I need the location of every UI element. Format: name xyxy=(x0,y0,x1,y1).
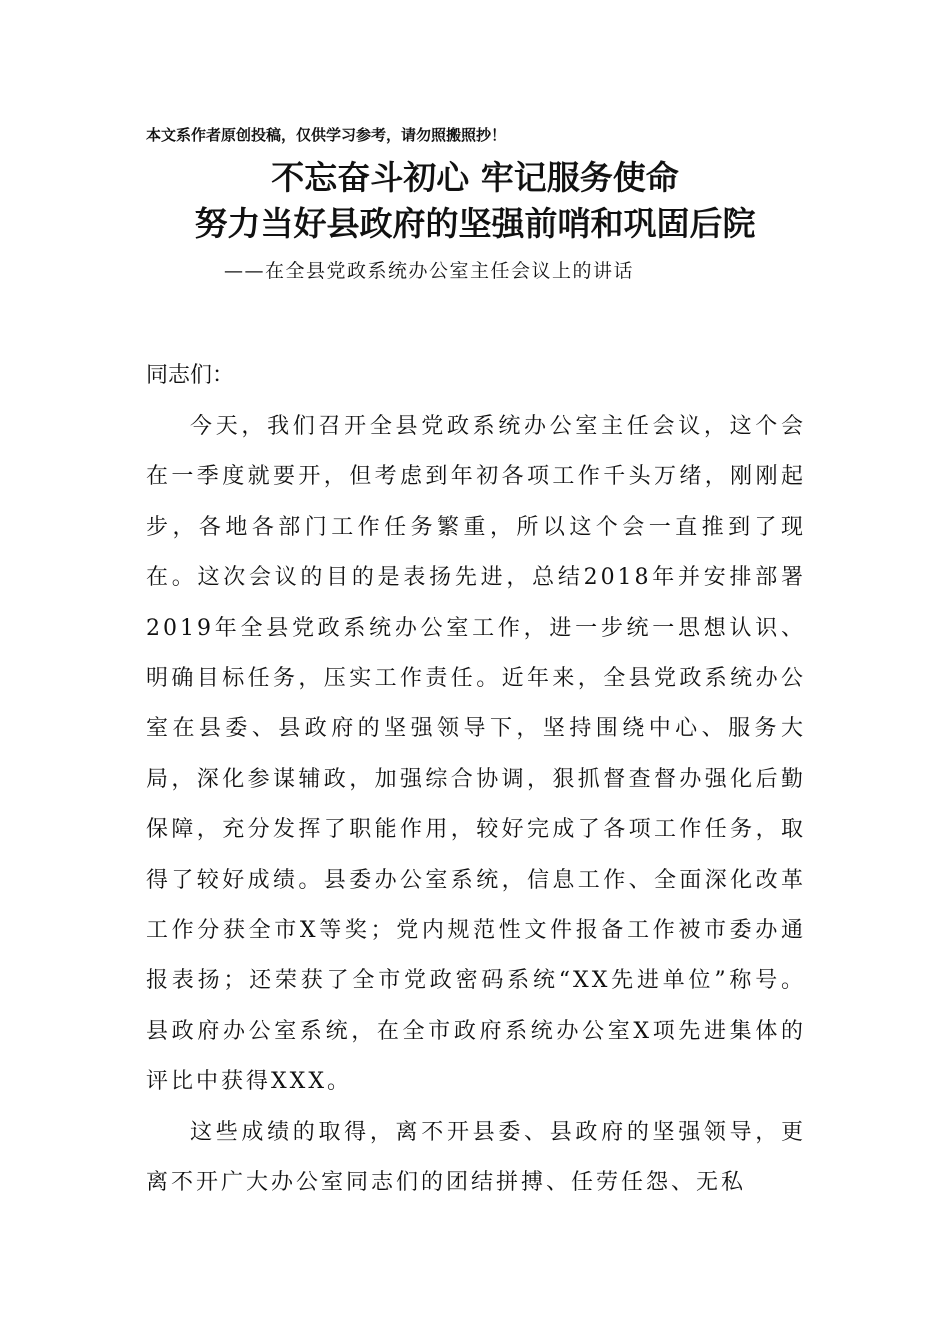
paragraph: 今天，我们召开全县党政系统办公室主任会议，这个会在一季度就要开，但考虑到年初各项工作千头万绪，刚刚起步，各地各部门工作任务繁重，所以这个会一直推到了现在。这次会议的目的是表扬先进，总结2018年并安排部署2019年全县党政系统办公室工作，进一步统一思想认识、明确目标任务，压实工作责任。近年来，全县党政系统办公室在县委、县政府的坚强领导下，坚持围绕中心、服务大局，深化参谋辅政，加强综合协调，狠抓督查督办强化后勤保障，充分发挥了职能作用，较好完成了各项工作任务，取得了较好成绩。县委办公室系统，信息工作、全面深化改革工作分获全市X等奖；党内规范性文件报备工作被市委办通报表扬；还荣获了全市党政密码系统“XX先进单位”称号。县政府办公室系统，在全市政府系统办公室X项先进集体的评比中获得XXX。 xyxy=(146,414,806,1095)
copyright-notice: 本文系作者原创投稿，仅供学习参考，请勿照搬照抄！ xyxy=(146,126,507,144)
salutation: 同志们： xyxy=(146,363,235,388)
subtitle: ——在全县党政系统办公室主任会议上的讲话 xyxy=(224,260,635,282)
title-line-1: 不忘奋斗初心 牢记服务使命 xyxy=(271,158,679,197)
paragraph: 这些成绩的取得，离不开县委、县政府的坚强领导，更离不开广大办公室同志们的团结拼搏、任劳任怨、无私 xyxy=(146,1119,806,1196)
body-text xyxy=(146,352,806,1209)
title-line-2: 努力当好县政府的坚强前哨和巩固后院 xyxy=(194,204,756,243)
